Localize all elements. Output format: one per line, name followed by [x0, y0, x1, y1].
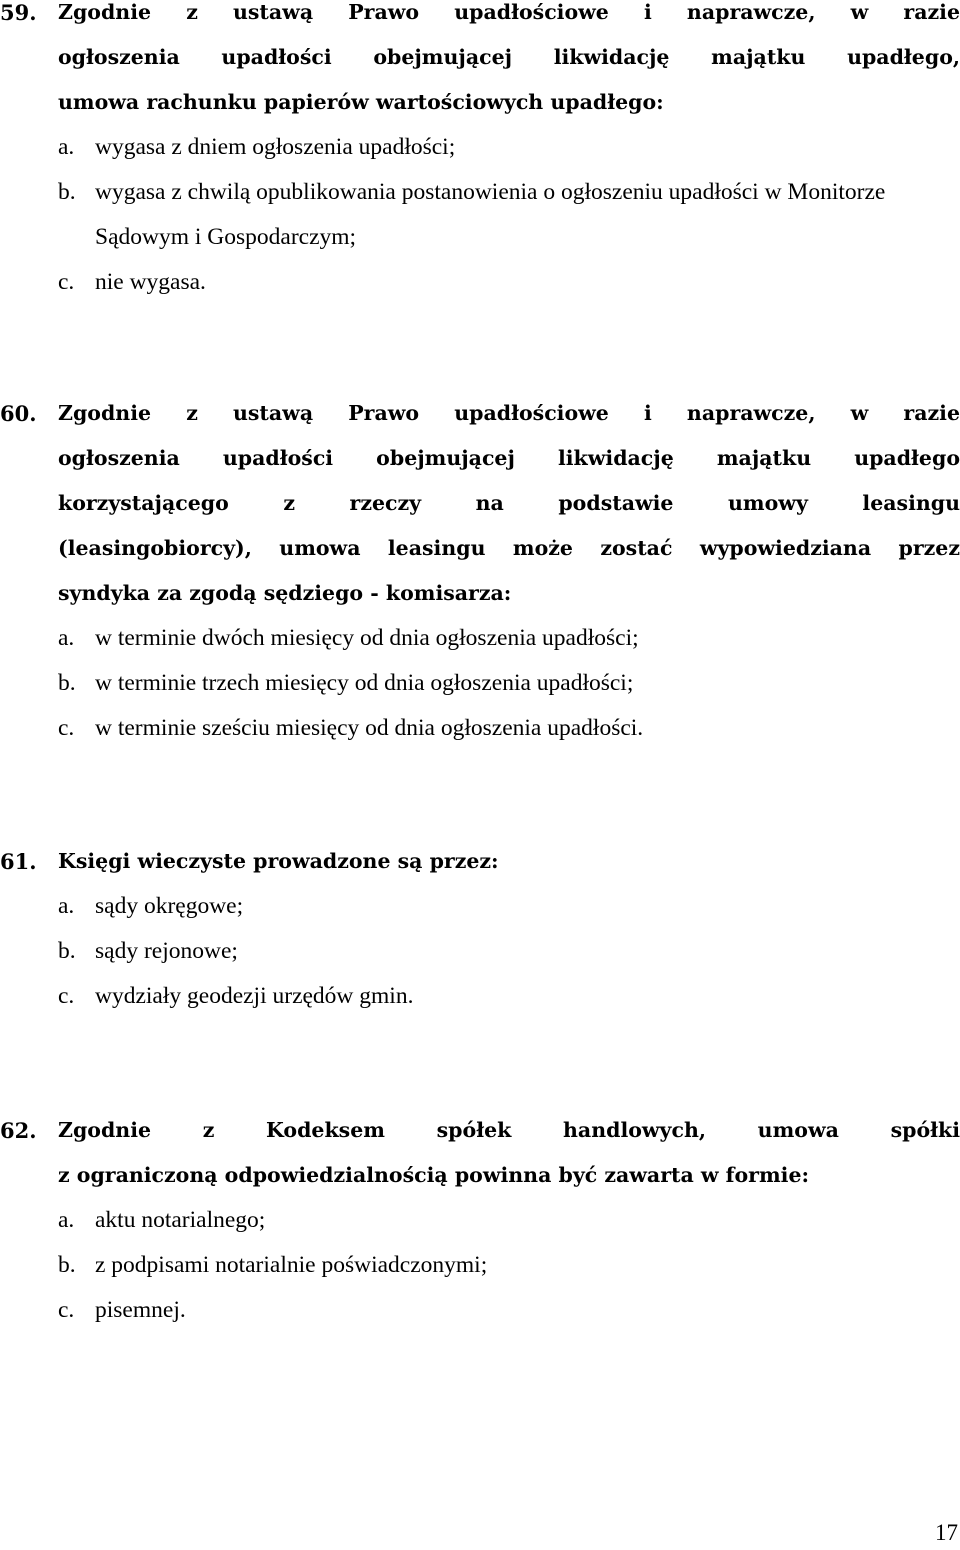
stem-line: syndyka za zgodą sędziego - komisarza:	[58, 581, 512, 605]
answer-text: w terminie sześciu miesięcy od dnia ogłoszenia upadłości.	[95, 715, 644, 741]
answer-letter: b.	[58, 1252, 76, 1278]
answer-option-c	[58, 974, 960, 1019]
answer-list	[58, 125, 960, 305]
answer-option-c	[58, 260, 960, 305]
answer-text: w terminie trzech miesięcy od dnia ogłoszenia upadłości;	[95, 670, 634, 696]
question-stem	[58, 391, 960, 616]
answer-option-b	[58, 1243, 960, 1288]
answer-option-c	[58, 706, 960, 751]
answer-letter: c.	[58, 983, 75, 1009]
answer-option-a	[58, 1198, 960, 1243]
question-number: 62.	[0, 1118, 37, 1143]
answer-letter: b.	[58, 938, 76, 964]
stem-line: (leasingobiorcy), umowa leasingu może zostać wypowiedziana przez	[58, 536, 960, 560]
answer-text: wydziały geodezji urzędów gmin.	[95, 983, 414, 1009]
question-60	[0, 391, 960, 751]
answer-letter: c.	[58, 715, 75, 741]
question-62	[0, 1108, 960, 1333]
answer-option-a	[58, 616, 960, 661]
answer-option-b	[58, 661, 960, 706]
answer-text: aktu notarialnego;	[95, 1207, 266, 1233]
stem-line: ogłoszenia upadłości obejmującej likwidację majątku upadłego	[58, 446, 960, 470]
answer-option-a	[58, 884, 960, 929]
question-stem	[58, 839, 960, 884]
stem-line: ogłoszenia upadłości obejmującej likwidację majątku upadłego,	[58, 45, 960, 69]
answer-option-a	[58, 125, 960, 170]
answer-letter: c.	[58, 1297, 75, 1323]
answer-text: pisemnej.	[95, 1297, 186, 1323]
answer-text: wygasa z chwilą opublikowania postanowienia o ogłoszeniu upadłości w Monitorze Sądowym i Gospodarczym;	[95, 179, 886, 250]
answer-letter: a.	[58, 134, 75, 160]
answer-text: z podpisami notarialnie poświadczonymi;	[95, 1252, 488, 1278]
answer-text: nie wygasa.	[95, 269, 206, 295]
question-number: 61.	[0, 849, 37, 874]
answer-text: w terminie dwóch miesięcy od dnia ogłoszenia upadłości;	[95, 625, 639, 651]
answer-option-c	[58, 1288, 960, 1333]
page-number: 17	[935, 1520, 958, 1545]
question-number: 59.	[0, 0, 37, 25]
answer-letter: a.	[58, 893, 75, 919]
stem-line: z ograniczoną odpowiedzialnością powinna być zawarta w formie:	[58, 1163, 810, 1187]
stem-line: Zgodnie z ustawą Prawo upadłościowe i naprawcze, w razie	[58, 401, 960, 425]
answer-letter: a.	[58, 1207, 75, 1233]
stem-line: umowa rachunku papierów wartościowych upadłego:	[58, 90, 664, 114]
question-61	[0, 839, 960, 1019]
answer-letter: b.	[58, 670, 76, 696]
answer-letter: c.	[58, 269, 75, 295]
answer-list	[58, 1198, 960, 1333]
answer-letter: b.	[58, 179, 76, 205]
stem-line: Zgodnie z Kodeksem spółek handlowych, umowa spółki	[58, 1118, 960, 1142]
stem-line: Zgodnie z ustawą Prawo upadłościowe i naprawcze, w razie	[58, 0, 960, 24]
stem-line: Księgi wieczyste prowadzone są przez:	[58, 849, 499, 873]
answer-list	[58, 616, 960, 751]
question-stem	[58, 0, 960, 125]
answer-option-b	[58, 170, 960, 260]
answer-text: wygasa z dniem ogłoszenia upadłości;	[95, 134, 456, 160]
answer-list	[58, 884, 960, 1019]
answer-text: sądy okręgowe;	[95, 893, 244, 919]
answer-letter: a.	[58, 625, 75, 651]
stem-line: korzystającego z rzeczy na podstawie umowy leasingu	[58, 491, 960, 515]
question-number: 60.	[0, 401, 37, 426]
question-stem	[58, 1108, 960, 1198]
question-59	[0, 0, 960, 305]
answer-text: sądy rejonowe;	[95, 938, 238, 964]
answer-option-b	[58, 929, 960, 974]
